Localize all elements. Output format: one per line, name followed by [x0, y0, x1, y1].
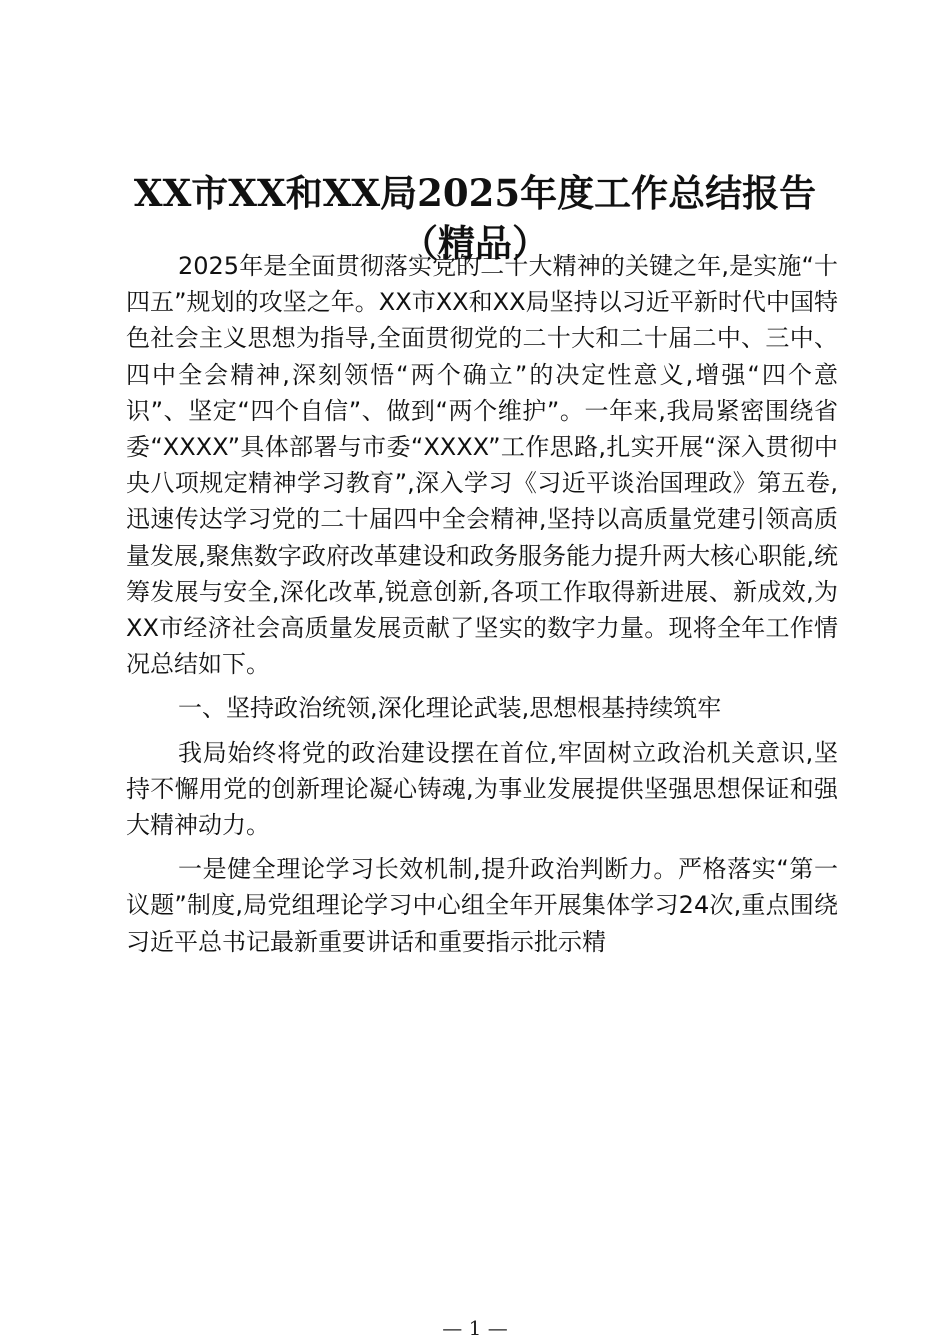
document-title: XX市XX和XX局2025年度工作总结报告（精品）: [133, 171, 817, 265]
section-paragraph: 我局始终将党的政治建设摆在首位,牢固树立政治机关意识,坚持不懈用党的创新理论凝心铸魂,为事业发展提供坚强思想保证和强大精神动力。: [126, 738, 838, 840]
page-number: — 1 —: [442, 1316, 508, 1340]
document-body: [126, 248, 838, 960]
intro-paragraph: 2025年是全面贯彻落实党的二十大精神的关键之年,是实施“十四五”规划的攻坚之年。XX市XX和XX局坚持以习近平新时代中国特色社会主义思想为指导,全面贯彻党的二十大和二十届二中、三中、四中全会精神,深刻领悟“两个确立”的决定性意义,增强“四个意识”、坚定“四个自信”、做到“两个维护”。一年来,我局紧密围绕省委“XXXX”具体部署与市委“XXXX”工作思路,扎实开展“深入贯彻中央八项规定精神学习教育”,深入学习《习近平谈治国理政》第五卷,迅速传达学习党的二十届四中全会精神,坚持以高质量党建引领高质量发展,聚焦数字政府改革建设和政务服务能力提升两大核心职能,统筹发展与安全,深化改革,锐意创新,各项工作取得新进展、新成效,为XX市经济社会高质量发展贡献了坚实的数字力量。现将全年工作情况总结如下。: [126, 252, 838, 679]
point-paragraph: 一是健全理论学习长效机制,提升政治判断力。严格落实“第一议题”制度,局党组理论学习中心组全年开展集体学习24次,重点围绕习近平总书记最新重要讲话和重要指示批示精: [126, 855, 838, 956]
section-heading: 一、坚持政治统领,深化理论武装,思想根基持续筑牢: [178, 694, 722, 723]
